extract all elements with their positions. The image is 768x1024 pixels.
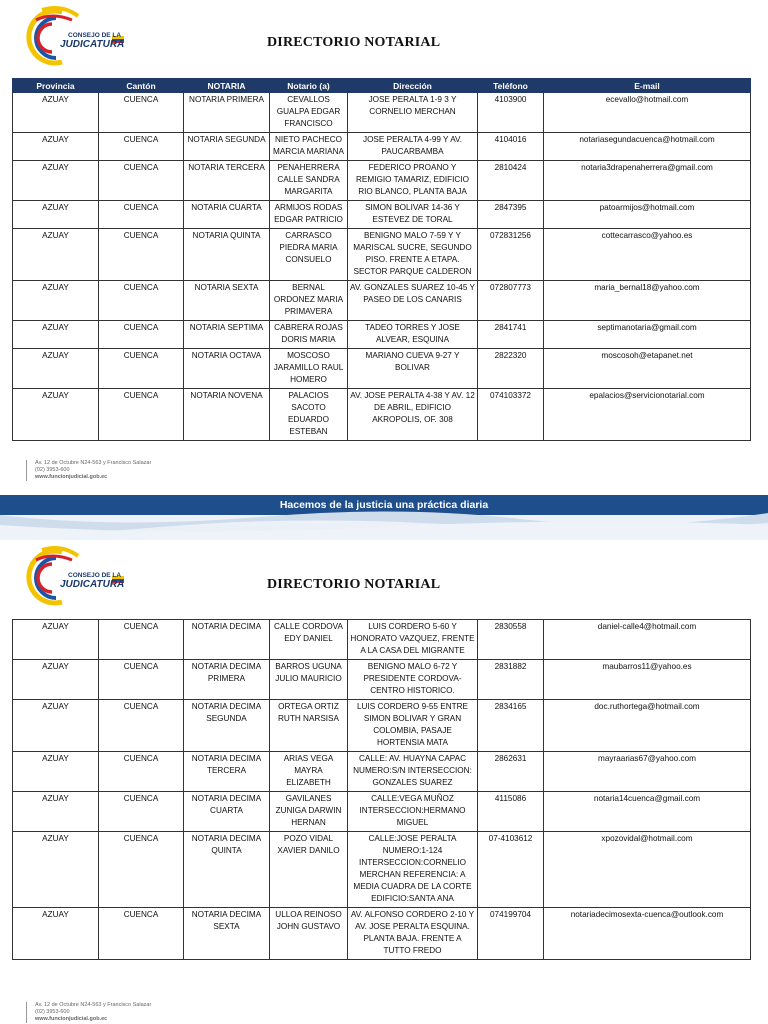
notaria-cell: NOTARIA SEXTA (184, 281, 270, 321)
email-cell: notaria3drapenaherrera@gmail.com (544, 161, 751, 201)
telefono-cell: 2841741 (478, 321, 544, 349)
header-provincia: Provincia (13, 79, 99, 93)
email-cell: daniel-calle4@hotmail.com (544, 620, 751, 660)
footer-phone: (02) 3953-600 (35, 467, 70, 473)
table-row (13, 620, 751, 660)
canton-cell: CUENCA (99, 201, 184, 229)
provincia-cell: AZUAY (13, 133, 99, 161)
notaria-cell: NOTARIA DECIMA TERCERA (184, 752, 270, 792)
email-cell: maubarros11@yahoo.es (544, 660, 751, 700)
provincia-cell: AZUAY (13, 201, 99, 229)
notario-cell: NIETO PACHECO MARCIA MARIANA (270, 133, 348, 161)
email-cell: cottecarrasco@yahoo.es (544, 229, 751, 281)
table-header-row (13, 79, 751, 93)
footer-address: Av. 12 de Octubre N24-563 y Francisco Salazar (35, 460, 152, 466)
canton-cell: CUENCA (99, 349, 184, 389)
telefono-cell: 072807773 (478, 281, 544, 321)
table-row (13, 752, 751, 792)
notary-table-1 (12, 78, 751, 441)
table-body-1 (13, 93, 751, 441)
table-row (13, 93, 751, 133)
header-notario: Notario (a) (270, 79, 348, 93)
footer-address-block (26, 1002, 151, 1023)
header-canton: Cantón (99, 79, 184, 93)
notario-cell: ARIAS VEGA MAYRA ELIZABETH (270, 752, 348, 792)
table-row (13, 161, 751, 201)
email-cell: mayraarias67@yahoo.com (544, 752, 751, 792)
direccion-cell: SIMON BOLIVAR 14-36 Y ESTEVEZ DE TORAL (348, 201, 478, 229)
notaria-cell: NOTARIA OCTAVA (184, 349, 270, 389)
provincia-cell: AZUAY (13, 700, 99, 752)
notaria-cell: NOTARIA DECIMA SEGUNDA (184, 700, 270, 752)
telefono-cell: 2834165 (478, 700, 544, 752)
canton-cell: CUENCA (99, 321, 184, 349)
email-cell: notariasegundacuenca@hotmail.com (544, 133, 751, 161)
provincia-cell: AZUAY (13, 792, 99, 832)
direccion-cell: BENIGNO MALO 7-59 Y Y MARISCAL SUCRE, SEGUNDO PISO. FRENTE A ETAPA. SECTOR PARQUE CALDERON (348, 229, 478, 281)
canton-cell: CUENCA (99, 389, 184, 441)
direccion-cell: AV. GONZALES SUAREZ 10-45 Y PASEO DE LOS CANARIS (348, 281, 478, 321)
table-body-2 (13, 620, 751, 960)
email-cell: patoarmijos@hotmail.com (544, 201, 751, 229)
notario-cell: POZO VIDAL XAVIER DANILO (270, 832, 348, 908)
email-cell: xpozovidal@hotmail.com (544, 832, 751, 908)
notario-cell: MOSCOSO JARAMILLO RAUL HOMERO (270, 349, 348, 389)
table-row (13, 700, 751, 752)
notario-cell: CABRERA ROJAS DORIS MARIA (270, 321, 348, 349)
table-row (13, 201, 751, 229)
direccion-cell: MARIANO CUEVA 9-27 Y BOLIVAR (348, 349, 478, 389)
notario-cell: GAVILANES ZUNIGA DARWIN HERNAN (270, 792, 348, 832)
notario-cell: BERNAL ORDONEZ MARIA PRIMAVERA (270, 281, 348, 321)
notario-cell: ARMIJOS RODAS EDGAR PATRICIO (270, 201, 348, 229)
provincia-cell: AZUAY (13, 620, 99, 660)
logo-line1: CONSEJO DE LA (68, 32, 122, 39)
canton-cell: CUENCA (99, 908, 184, 960)
table-row (13, 349, 751, 389)
canton-cell: CUENCA (99, 832, 184, 908)
notaria-cell: NOTARIA DECIMA CUARTA (184, 792, 270, 832)
telefono-cell: 4115086 (478, 792, 544, 832)
notaria-cell: NOTARIA NOVENA (184, 389, 270, 441)
telefono-cell: 2847395 (478, 201, 544, 229)
footer-web: www.funcionjudicial.gob.ec (35, 1016, 108, 1022)
direccion-cell: LUIS CORDERO 9-55 ENTRE SIMON BOLIVAR Y GRAN COLOMBIA, PASAJE HORTENSIA MATA (348, 700, 478, 752)
notario-cell: CEVALLOS GUALPA EDGAR FRANCISCO (270, 93, 348, 133)
notary-table-2 (12, 619, 751, 960)
provincia-cell: AZUAY (13, 161, 99, 201)
telefono-cell: 2810424 (478, 161, 544, 201)
table-row (13, 908, 751, 960)
telefono-cell: 2831882 (478, 660, 544, 700)
provincia-cell: AZUAY (13, 389, 99, 441)
footer-web: www.funcionjudicial.gob.ec (35, 474, 108, 480)
document-page-1 (0, 0, 768, 495)
direccion-cell: JOSE PERALTA 4-99 Y AV. PAUCARBAMBA (348, 133, 478, 161)
telefono-cell: 072831256 (478, 229, 544, 281)
table-row (13, 321, 751, 349)
email-cell: moscosoh@etapanet.net (544, 349, 751, 389)
provincia-cell: AZUAY (13, 908, 99, 960)
header-telefono: Teléfono (478, 79, 544, 93)
provincia-cell: AZUAY (13, 281, 99, 321)
table-row (13, 792, 751, 832)
table-row (13, 832, 751, 908)
notario-cell: PALACIOS SACOTO EDUARDO ESTEBAN (270, 389, 348, 441)
notaria-cell: NOTARIA SEPTIMA (184, 321, 270, 349)
canton-cell: CUENCA (99, 93, 184, 133)
table-row (13, 389, 751, 441)
canton-cell: CUENCA (99, 281, 184, 321)
canton-cell: CUENCA (99, 660, 184, 700)
provincia-cell: AZUAY (13, 93, 99, 133)
direccion-cell: JOSE PERALTA 1-9 3 Y CORNELIO MERCHAN (348, 93, 478, 133)
table-row (13, 660, 751, 700)
footer-address-block (26, 460, 151, 481)
email-cell: epalacios@servicionotarial.com (544, 389, 751, 441)
footer-phone: (02) 3953-600 (35, 1009, 70, 1015)
email-cell: notariadecimosexta-cuenca@outlook.com (544, 908, 751, 960)
notario-cell: BARROS UGUNA JULIO MAURICIO (270, 660, 348, 700)
telefono-cell: 4103900 (478, 93, 544, 133)
notaria-cell: NOTARIA CUARTA (184, 201, 270, 229)
notaria-cell: NOTARIA QUINTA (184, 229, 270, 281)
footer-banner (0, 495, 768, 540)
document-page-2 (0, 540, 768, 1024)
provincia-cell: AZUAY (13, 321, 99, 349)
banner-slogan: Hacemos de la justicia una práctica diaria (279, 499, 489, 511)
notaria-cell: NOTARIA TERCERA (184, 161, 270, 201)
canton-cell: CUENCA (99, 752, 184, 792)
provincia-cell: AZUAY (13, 832, 99, 908)
canton-cell: CUENCA (99, 161, 184, 201)
judicatura-logo (22, 6, 127, 66)
notario-cell: PENAHERRERA CALLE SANDRA MARGARITA (270, 161, 348, 201)
provincia-cell: AZUAY (13, 660, 99, 700)
table-row (13, 133, 751, 161)
notario-cell: CALLE CORDOVA EDY DANIEL (270, 620, 348, 660)
canton-cell: CUENCA (99, 700, 184, 752)
direccion-cell: FEDERICO PROANO Y REMIGIO TAMARIZ, EDIFICIO RIO BLANCO, PLANTA BAJA (348, 161, 478, 201)
telefono-cell: 07-4103612 (478, 832, 544, 908)
table-row (13, 229, 751, 281)
page-title: DIRECTORIO NOTARIAL (267, 577, 441, 592)
provincia-cell: AZUAY (13, 752, 99, 792)
telefono-cell: 4104016 (478, 133, 544, 161)
page-title: DIRECTORIO NOTARIAL (267, 35, 441, 50)
email-cell: septimanotaria@gmail.com (544, 321, 751, 349)
notaria-cell: NOTARIA DECIMA PRIMERA (184, 660, 270, 700)
provincia-cell: AZUAY (13, 229, 99, 281)
telefono-cell: 074103372 (478, 389, 544, 441)
notario-cell: ORTEGA ORTIZ RUTH NARSISA (270, 700, 348, 752)
direccion-cell: AV. JOSE PERALTA 4-38 Y AV. 12 DE ABRIL, EDIFICIO AKROPOLIS, OF. 308 (348, 389, 478, 441)
header-email: E-mail (544, 79, 751, 93)
header-direccion: Dirección (348, 79, 478, 93)
canton-cell: CUENCA (99, 133, 184, 161)
logo-line2: JUDICATURA (60, 39, 125, 50)
header-notaria: NOTARIA (184, 79, 270, 93)
logo-line1: CONSEJO DE LA (68, 572, 122, 579)
logo-line2: JUDICATURA (60, 579, 125, 590)
notaria-cell: NOTARIA DECIMA QUINTA (184, 832, 270, 908)
notaria-cell: NOTARIA SEGUNDA (184, 133, 270, 161)
direccion-cell: LUIS CORDERO 5-60 Y HONORATO VAZQUEZ, FRENTE A LA CASA DEL MIGRANTE (348, 620, 478, 660)
notario-cell: CARRASCO PIEDRA MARIA CONSUELO (270, 229, 348, 281)
notaria-cell: NOTARIA PRIMERA (184, 93, 270, 133)
notaria-cell: NOTARIA DECIMA (184, 620, 270, 660)
telefono-cell: 2830558 (478, 620, 544, 660)
table-row (13, 281, 751, 321)
direccion-cell: CALLE:JOSE PERALTA NUMERO:1-124 INTERSECCION:CORNELIO MERCHAN REFERENCIA: A MEDIA CUADRA DE LA CORTE EDIFICIO:SANTA ANA (348, 832, 478, 908)
direccion-cell: AV. ALFONSO CORDERO 2-10 Y AV. JOSE PERALTA ESQUINA. PLANTA BAJA. FRENTE A TUTTO FREDO (348, 908, 478, 960)
footer-address: Av. 12 de Octubre N24-563 y Francisco Salazar (35, 1002, 152, 1008)
canton-cell: CUENCA (99, 620, 184, 660)
direccion-cell: BENIGNO MALO 6-72 Y PRESIDENTE CORDOVA- CENTRO HISTORICO. (348, 660, 478, 700)
email-cell: maria_bernal18@yahoo.com (544, 281, 751, 321)
email-cell: doc.ruthortega@hotmail.com (544, 700, 751, 752)
telefono-cell: 074199704 (478, 908, 544, 960)
provincia-cell: AZUAY (13, 349, 99, 389)
email-cell: notaria14cuenca@gmail.com (544, 792, 751, 832)
canton-cell: CUENCA (99, 792, 184, 832)
judicatura-logo (22, 546, 127, 606)
canton-cell: CUENCA (99, 229, 184, 281)
telefono-cell: 2822320 (478, 349, 544, 389)
telefono-cell: 2862631 (478, 752, 544, 792)
direccion-cell: CALLE:VEGA MUÑOZ INTERSECCION:HERMANO MIGUEL (348, 792, 478, 832)
direccion-cell: CALLE: AV. HUAYNA CAPAC NUMERO:S/N INTERSECCION: GONZALES SUAREZ (348, 752, 478, 792)
email-cell: ecevallo@hotmail.com (544, 93, 751, 133)
direccion-cell: TADEO TORRES Y JOSE ALVEAR, ESQUINA (348, 321, 478, 349)
notario-cell: ULLOA REINOSO JOHN GUSTAVO (270, 908, 348, 960)
notaria-cell: NOTARIA DECIMA SEXTA (184, 908, 270, 960)
